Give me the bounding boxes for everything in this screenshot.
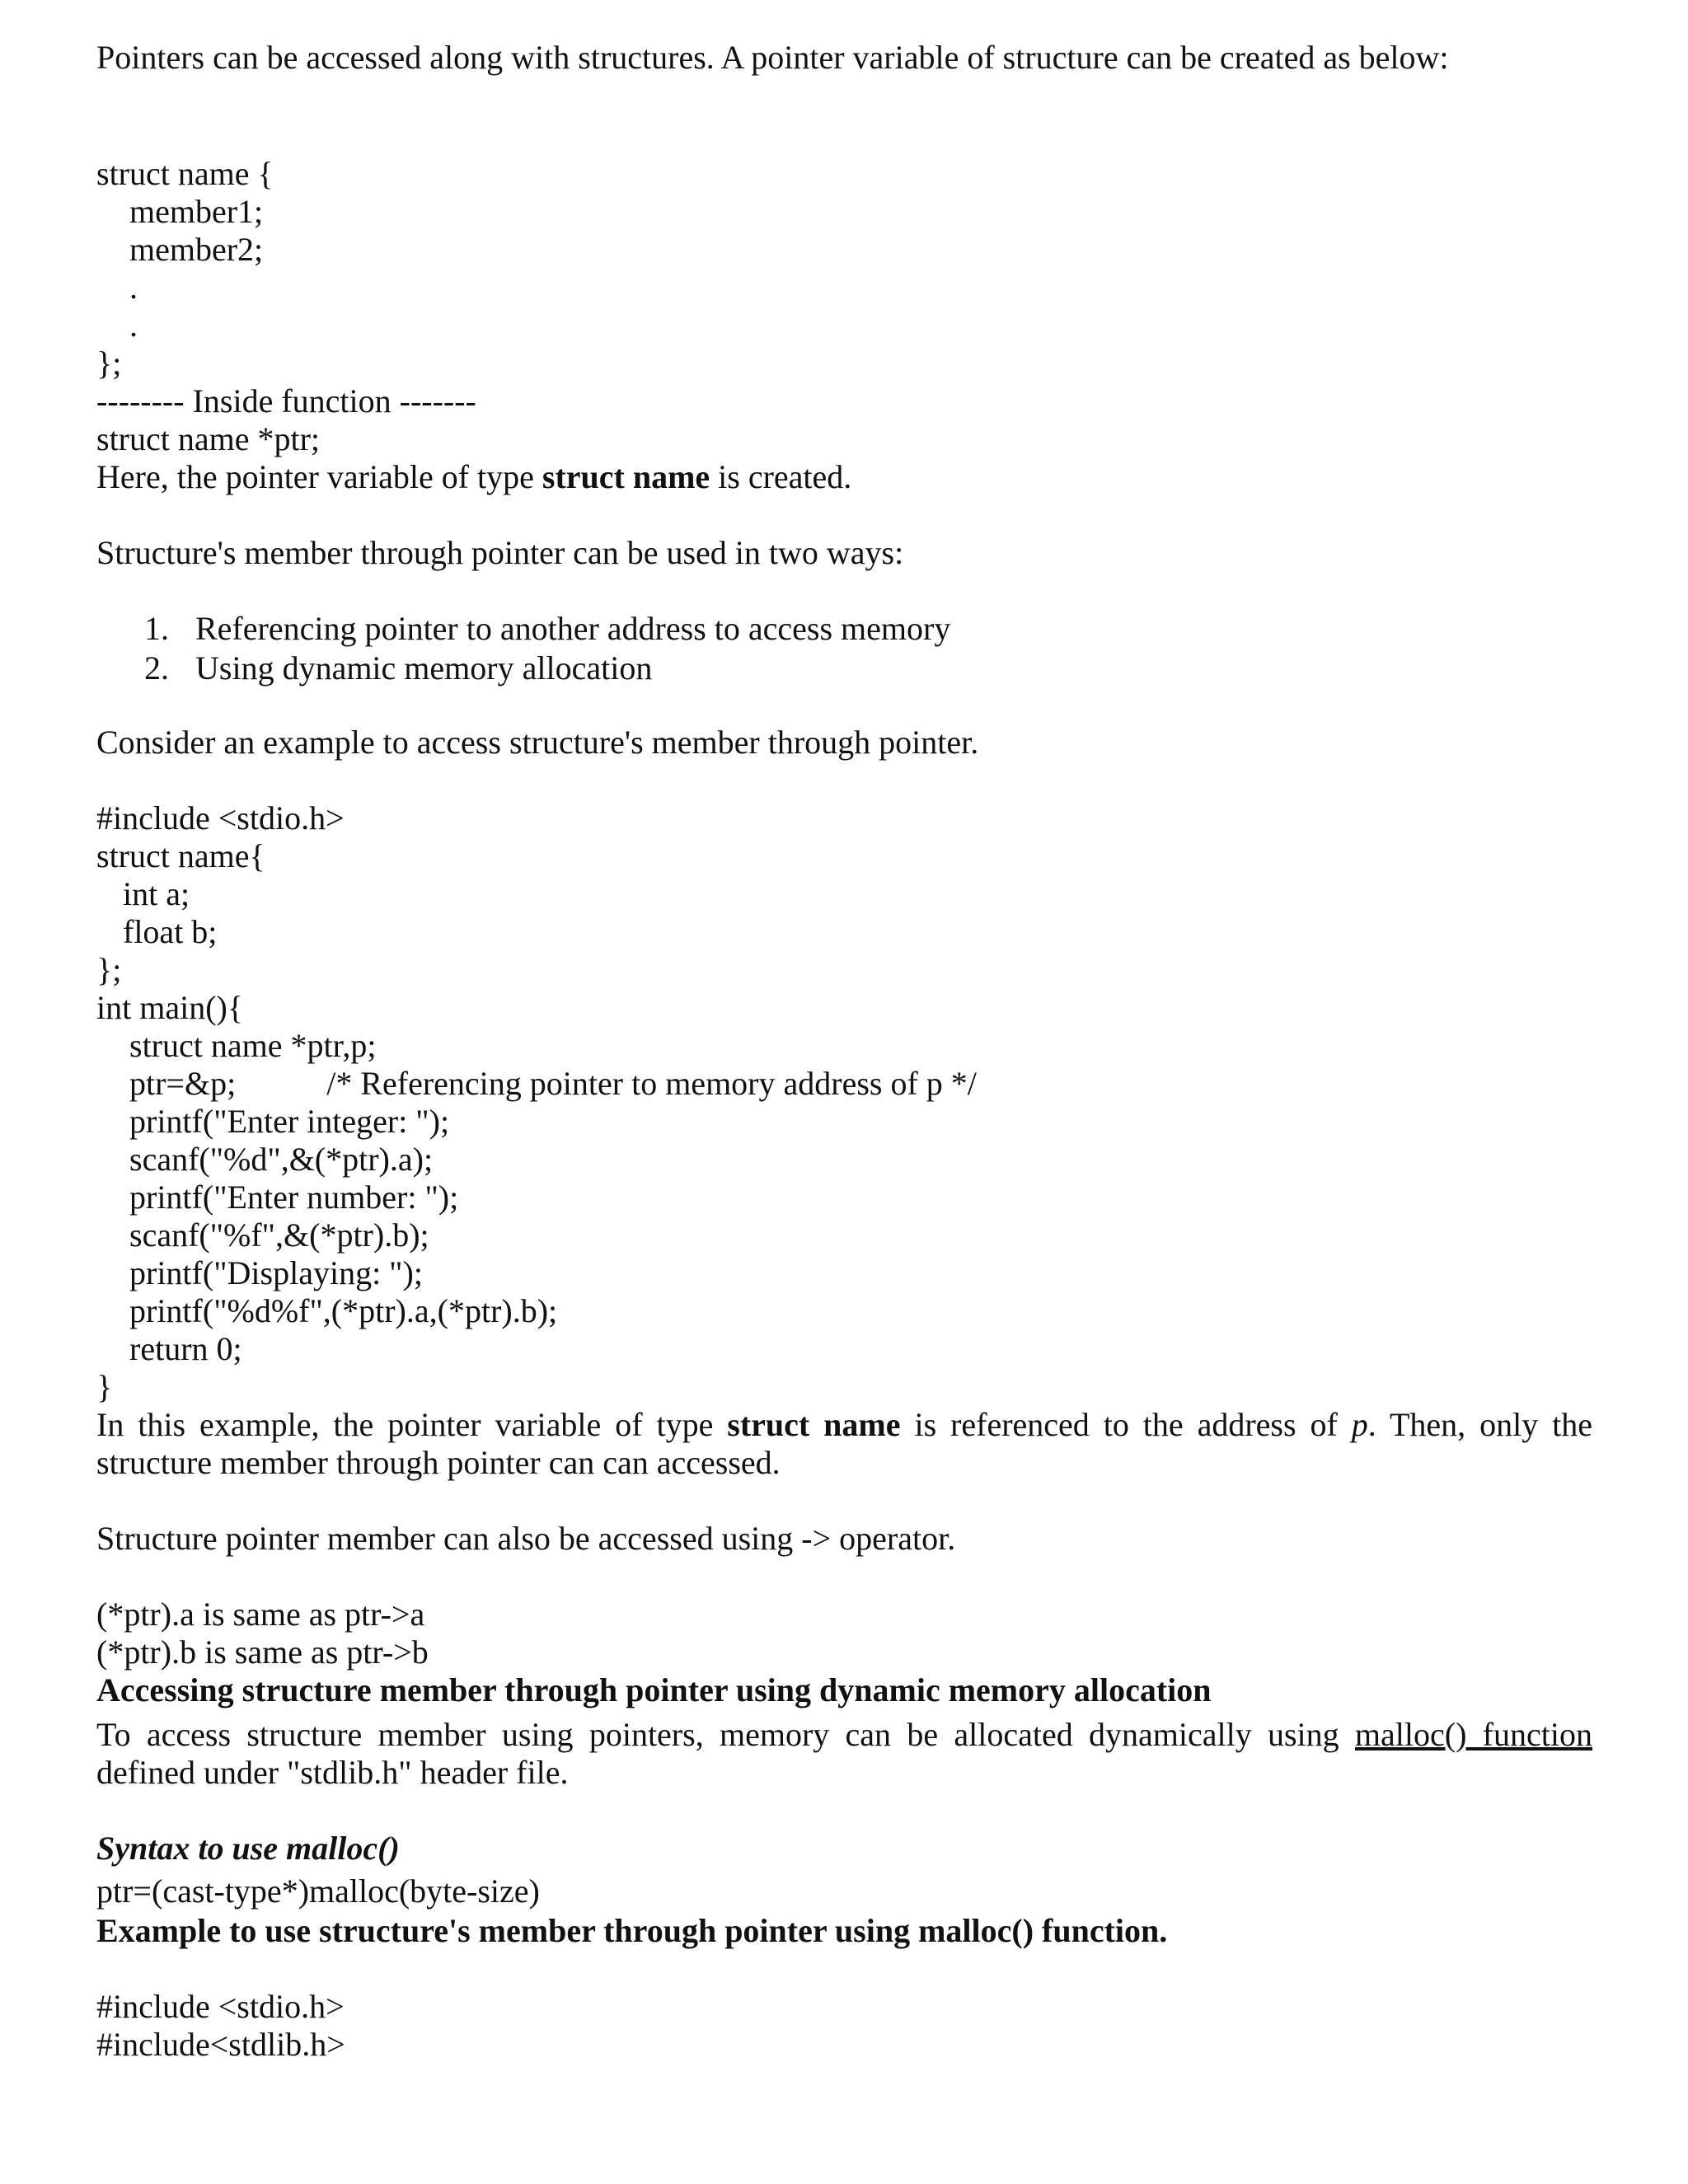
code-line: #include<stdlib.h> xyxy=(96,2026,345,2063)
section-heading: Accessing structure member through pointer using dynamic memory allocation xyxy=(96,1671,1212,1708)
code-line: #include <stdio.h> xyxy=(96,1988,345,2025)
example-explanation-line-1: In this example, the pointer variable of type struct name is referenced to the address of p. Then, only the xyxy=(96,1406,1593,1443)
dynamic-paragraph-line-2: defined under "stdlib.h" header file. xyxy=(96,1754,569,1791)
code-line: float b; xyxy=(123,913,218,950)
code-line: }; xyxy=(96,951,122,988)
here-sentence: Here, the pointer variable of type struct name is created. xyxy=(96,458,852,495)
example-heading: Example to use structure's member through pointer using malloc() function. xyxy=(96,1912,1168,1949)
code-line: ptr=&p; /* Referencing pointer to memory address of p */ xyxy=(129,1065,977,1102)
intro-paragraph: Pointers can be accessed along with structures. A pointer variable of structure can be created as below: xyxy=(96,39,1449,76)
code-line: struct name{ xyxy=(96,837,265,874)
code-line: ptr=(cast-type*)malloc(byte-size) xyxy=(96,1872,540,1910)
ways-list xyxy=(144,610,950,689)
two-ways-intro: Structure's member through pointer can be used in two ways: xyxy=(96,534,904,571)
list-item: 2. Using dynamic memory allocation xyxy=(144,649,653,687)
consider-paragraph: Consider an example to access structure's member through pointer. xyxy=(96,724,979,761)
code-line: . xyxy=(129,269,138,306)
code-line: #include <stdio.h> xyxy=(96,799,345,837)
code-line: printf("Enter number: "); xyxy=(129,1179,459,1216)
code-line: (*ptr).b is same as ptr->b xyxy=(96,1633,429,1671)
syntax-heading: Syntax to use malloc() xyxy=(96,1830,400,1867)
code-line: return 0; xyxy=(129,1330,242,1367)
code-line: struct name *ptr; xyxy=(96,420,321,457)
code-line: member1; xyxy=(129,193,264,230)
dynamic-paragraph-line-1: To access structure member using pointers, memory can be allocated dynamically using malloc() function xyxy=(96,1716,1592,1753)
list-item: 1. Referencing pointer to another address to access memory xyxy=(144,610,951,647)
code-line: printf("%d%f",(*ptr).a,(*ptr).b); xyxy=(129,1292,558,1329)
code-line: int main(){ xyxy=(96,989,244,1026)
code-line: printf("Enter integer: "); xyxy=(129,1103,450,1140)
code-line: member2; xyxy=(129,231,264,268)
code-line: } xyxy=(96,1368,113,1405)
malloc-link[interactable]: malloc() function xyxy=(1354,1716,1592,1753)
code-line: struct name { xyxy=(96,155,274,192)
example-explanation-line-2: structure member through pointer can can accessed. xyxy=(96,1444,781,1481)
code-line: . xyxy=(129,307,138,344)
arrow-operator-paragraph: Structure pointer member can also be accessed using -> operator. xyxy=(96,1520,956,1557)
inside-function-divider: -------- Inside function ------- xyxy=(96,382,476,419)
code-line: scanf("%f",&(*ptr).b); xyxy=(129,1216,429,1254)
code-line: scanf("%d",&(*ptr).a); xyxy=(129,1141,434,1178)
code-line: struct name *ptr,p; xyxy=(129,1027,377,1064)
code-line: }; xyxy=(96,344,122,382)
code-line: (*ptr).a is same as ptr->a xyxy=(96,1596,425,1633)
bold-term: struct name xyxy=(542,458,710,495)
code-line: printf("Displaying: "); xyxy=(129,1254,423,1291)
code-line: int a; xyxy=(123,875,190,912)
bold-term: struct name xyxy=(727,1406,901,1443)
italic-term: p xyxy=(1351,1406,1368,1443)
